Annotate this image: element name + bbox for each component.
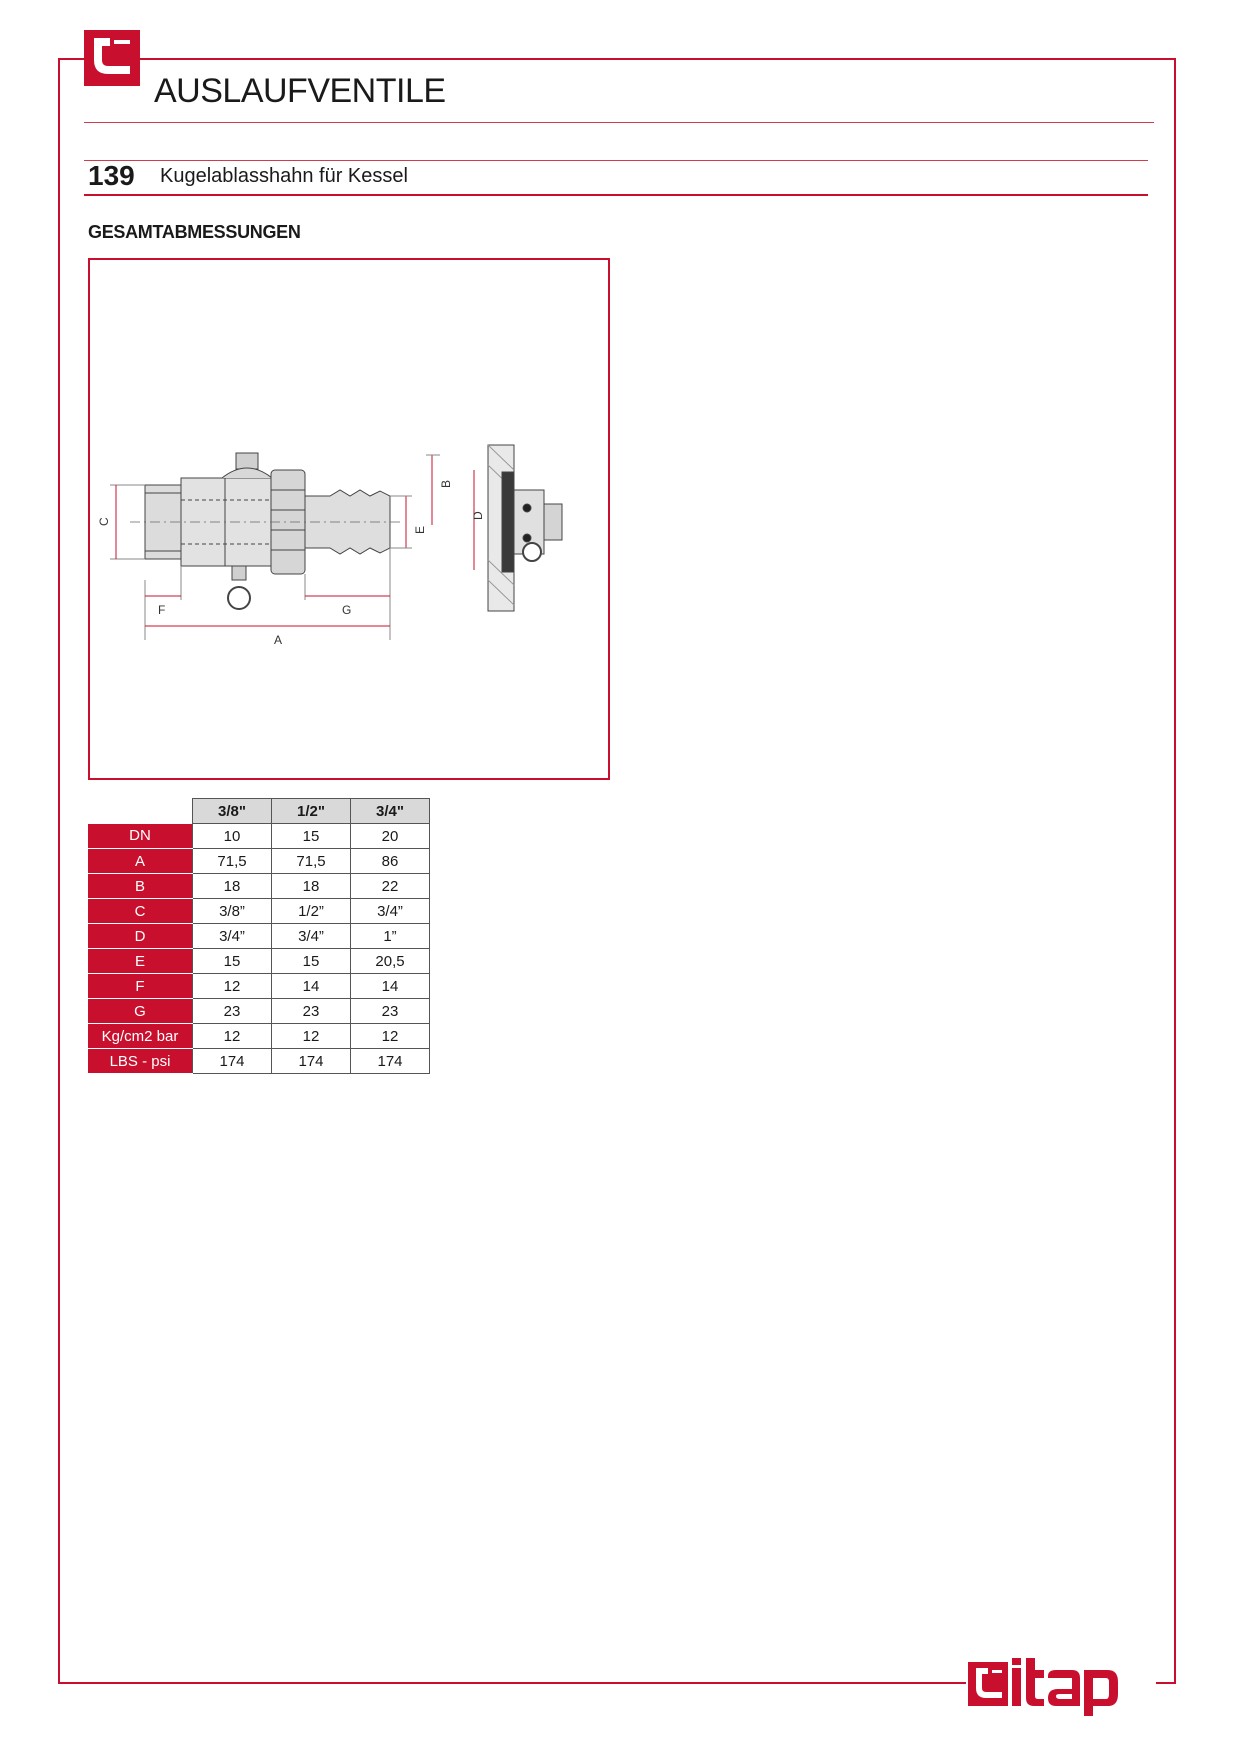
dim-label-a: A [274,633,283,647]
faucet-icon [84,30,140,86]
table-cell: 3/4” [351,899,430,924]
table-cell: 12 [351,1024,430,1049]
page-title: AUSLAUFVENTILE [154,72,446,110]
row-label: C [88,899,193,924]
frame-bottom-right [1156,1682,1176,1684]
table-cell: 1/2” [272,899,351,924]
dimensions-table [88,798,430,1074]
table-cell: 1” [351,924,430,949]
table-row [88,849,430,874]
frame-bottom [58,1682,966,1684]
table-cell: 22 [351,874,430,899]
column-header: 3/4" [351,799,430,824]
table-row [88,924,430,949]
table-cell: 15 [193,949,272,974]
table-cell: 12 [272,1024,351,1049]
table-row [88,1049,430,1074]
table-cell: 174 [272,1049,351,1074]
dim-label-f: F [158,603,166,617]
table-cell: 3/4” [272,924,351,949]
itap-logo [968,1654,1138,1721]
table-row [88,999,430,1024]
table-cell: 15 [272,949,351,974]
table-header-row [88,799,430,824]
row-label: F [88,974,193,999]
product-divider-top [84,160,1148,161]
table-cell: 14 [351,974,430,999]
table-cell: 71,5 [272,849,351,874]
table-cell: 174 [351,1049,430,1074]
frame-right [1174,58,1176,1684]
table-row [88,874,430,899]
column-header: 1/2" [272,799,351,824]
dim-label-c: C [97,517,111,526]
table-cell: 14 [272,974,351,999]
table-cell: 15 [272,824,351,849]
frame-left [58,58,60,1684]
table-cell: 20 [351,824,430,849]
table-row [88,974,430,999]
table-row [88,1024,430,1049]
row-label: G [88,999,193,1024]
row-label: A [88,849,193,874]
dim-label-e: E [413,525,427,534]
dim-label-d: D [471,511,485,520]
table-cell: 23 [193,999,272,1024]
table-row [88,824,430,849]
table-cell: 12 [193,1024,272,1049]
dim-label-b: B [439,479,453,488]
table-cell: 174 [193,1049,272,1074]
technical-drawing [88,258,610,780]
product-name: Kugelablasshahn für Kessel [160,165,408,187]
column-header: 3/8" [193,799,272,824]
row-label: DN [88,824,193,849]
table-cell: 10 [193,824,272,849]
table-cell: 18 [193,874,272,899]
table-row [88,949,430,974]
table-cell: 3/4” [193,924,272,949]
row-label: E [88,949,193,974]
valve-drawing [90,260,608,778]
row-label: Kg/cm2 bar [88,1024,193,1049]
table-row [88,899,430,924]
table-corner [88,799,193,824]
table-cell: 3/8” [193,899,272,924]
row-label: B [88,874,193,899]
table-cell: 20,5 [351,949,430,974]
frame-top [58,58,84,60]
row-label: D [88,924,193,949]
table-cell: 12 [193,974,272,999]
product-divider-bottom [84,194,1148,196]
table-cell: 23 [351,999,430,1024]
table-cell: 23 [272,999,351,1024]
table-cell: 71,5 [193,849,272,874]
table-cell: 18 [272,874,351,899]
itap-logo-icon [968,1654,1138,1716]
table-cell: 86 [351,849,430,874]
product-number: 139 [88,160,135,191]
frame-top-right [140,58,1176,60]
row-label: LBS - psi [88,1049,193,1074]
dim-label-g: G [342,603,352,617]
title-divider [84,122,1154,123]
category-logo [84,30,140,86]
section-title: GESAMTABMESSUNGEN [88,222,301,242]
